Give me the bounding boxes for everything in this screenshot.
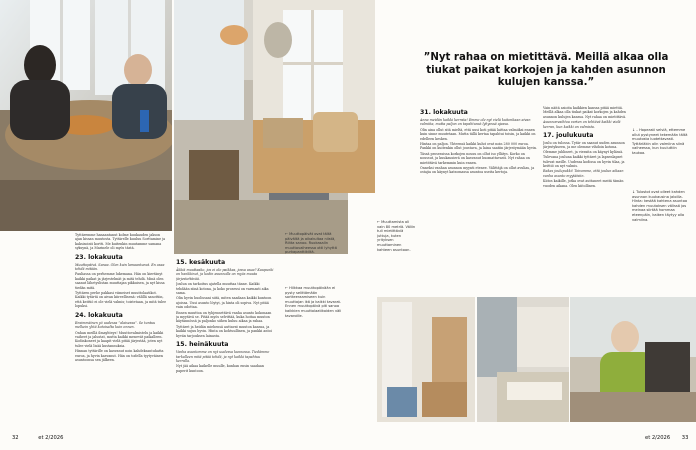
col1-para-1-italic: Muuttopäivä. Sanaa. Olen kuin lamaantunut. En osaa tehdä mitään. <box>75 262 165 272</box>
col3-heading-1: 31. lokakuuta <box>420 109 468 116</box>
caption-right-col: ↓ – Hopeasti selviä, ettemme ollut pystyneet tekemään tältä muutosta luotettavasti. Tyttäriäkin olin valmiina siinä vaiheessa, kun kuuluttiin taukoa. <box>632 128 688 155</box>
col3-para-1: Olin aina ollut sitä mieltä, että uusi koti pitää laittaa valmiiksi ennen kuin sinne muutetaan. Mutta tällä kertaa tapahtui toisin, ja kaikki on edelleen kesken. <box>420 127 536 141</box>
column-3 <box>420 106 540 291</box>
caption-right-col-2: ↓ Tulostot ovat olleet kahden asunnon kuukausina jaloilla. Hinta: kestää kahtena asuntoa kahden muutoksen välissä jos meinaa siirtää hommaa eteenpäin, kaiken täytyy olla valmiina. <box>632 190 688 222</box>
col4-para-5-italic: Rakas joulupukki! Toivomme, että joulun aikaan vanha asunto myytäisiin. <box>543 169 624 178</box>
col4-para-3: Joulu on tulossa. Tytär on saanut uuden asunnon järjestykseen, ja me olemme vihdoin kotona. Olemme juhlineet, ja vieraita on käynyt kylässä. <box>543 141 625 154</box>
footer-right <box>645 435 688 441</box>
photo-living-room <box>253 0 375 193</box>
magazine-id-right: et 2/2026 <box>645 435 671 441</box>
col3-para-3: Tässä prosessissa korkojen nousu on ollut iso yllätys. Korko on noussut, ja kuukausierä on kasvanut huomattavasti. Nyt rahaa on mietittävä tarkemmin kuin ennen. <box>420 151 530 165</box>
col3-para-4: Onneksi vanhan asunnon myynti etenee. Välittäjä on ollut avulias, ja ostajia on käynyt katsomassa asuntoa useita kertoja. <box>420 166 535 175</box>
column-1 <box>75 233 168 438</box>
column-2 <box>176 256 274 438</box>
pull-quote: ”Nyt rahaa on mietittävä. Meillä alkaa olla tiukat paikat korkojen ja kahden asunnon kulujen kanssa.” <box>423 52 669 88</box>
col4-para-2-italic: Asunnonvaihtoa varten on tehtävä kaikki vielä kerran, kun kaikki on valmista. <box>543 120 621 129</box>
col3-para-1-italic: Anna meidän kaikki kerrata! Emme ole nyt vielä kuitenkaan aivan valmiita, mutta paljon on tapahtunut lyhyessä ajassa. <box>420 118 531 127</box>
col2-para-3: Ennen muuttoa on tyhjennettävä vanha asunto kokonaan ja myytävä se. Pitää myös selvittää, kuka hoitaa muuton käytännössä ja paljonko siihen kuluu aikaa ja rahaa. <box>176 310 272 324</box>
col4-heading-1: 17. joulukuuta <box>543 132 594 140</box>
magazine-id-left: et 2/2026 <box>38 435 64 441</box>
photo-couple-eating <box>0 0 172 231</box>
col3-para-2: Hintaa on paljon. Yhteensä kaikki kulut ovat noin 280 000 euroa. Pankki on kuitenkin ollut joustava, ja laina saatiin järjestymään hyvin. <box>420 142 538 151</box>
col1-para-3-italic: Ensimmäinen yö uudessa ”alaisessa”. Se tuntuu melkein yhtä kotoisalta kuin ennen. <box>75 320 156 330</box>
col1-para-1: Pauliassa on perhemme lukemana. Hän on kiertänyt kaikki paikat ja järjestelmät ja mitä tehdä. Minä olen saanut lähetyslistan muuttajan pikkuisen, ja nyt kissa tiedän mitä. <box>75 272 165 290</box>
photo-woman-sitting <box>570 297 696 422</box>
col2-heading-2: 15. heinäkuuta <box>176 341 229 349</box>
col1-para-4: Hinnan tyttärille on kasvanut noin kahdeksantuhatta euroa, ja hyvin kasvanut. Hän on todella tyytyväinen asuntoonsa sen jälkeen. <box>75 349 164 362</box>
photo-cardboard-boxes <box>377 297 475 422</box>
footer-left <box>12 435 63 441</box>
col1-intro: Tyttäremme hanaantanut kolme kuukauden jakson ajan kissan muutosta. Tyttärelle kuuluu Sorttamine ja kaksisointi kortti. Me kuitenkin muutamme samana syksynä, ja Marinele oli myös tästä. <box>75 233 166 251</box>
col1-heading-1: 23. lokakuuta <box>75 253 123 261</box>
col4-para-4: Tulevana jouluna kaikki tyttäret ja lapsenlapset tulevat meille. Uudessa kodissa on hyvin tilaa, ja keittiö on nyt valmis. <box>543 155 625 169</box>
col2-para-4: Tyttäret ja heidän miehensä auttavat muuton kanssa, ja kaikki sujuu hyvin. Hinta on kohtuullinen, ja pankki antoi hyvän tarjouksen lainasta. <box>176 324 272 338</box>
photo-bedroom <box>477 297 569 422</box>
page-number-left: 32 <box>12 435 19 441</box>
column-4 <box>543 106 627 291</box>
col2-heading-1: 15. kesäkuuta <box>176 259 226 266</box>
col2-para-5-italic: Vanha asuntomme on nyt uudessa kunnossa. Tiedämme tarkalleen mitä pitää tehdä, ja nyt kaikki tapahtuu kerralla. <box>176 350 270 363</box>
col1-para-2: Tyttären perhe pakkasi viimeiset muuttolaatikot. Kaikki tytärtä on aivan kiireellisenä: välillä sanottiin, että keittiö ei ole vielä valmis; toistetaan, ja mitä tulee lopuksi. <box>75 291 167 309</box>
col4-para-5: Kiitos kaikille, jotka ovat auttaneet meitä tämän vuoden aikana. Olen kiitollinen. <box>543 179 624 188</box>
caption-left-2: ← Hilkkaa muuttopäivään ei pysty selittämään sortteeraamiseen kuin muuttajan ikä ja kaikki tavarat. Ennen muuttopäivä piti sanoa kaikkien muuttolaatikoiden väli tavaroille. <box>285 286 342 318</box>
col1-heading-2: 24. lokakuuta <box>75 311 123 319</box>
col1-para-3: Onhan meillä ilmayhteys! Muuttovalmistelu ja kaikki vaiheet ja jalustat, mutta kaikki menevät paikalleen. Kodinkoneet ja kaapit vielä pitää järjestää, joten nyt tulee vielä lisää kustannuksia. <box>75 330 164 348</box>
caption-middle-low: ← Muuttamista oli vain 80 metriä. Väliin tuli mietittäviä juttuja, kuten yrityksen muuttaminen kahteen asuntoon. <box>377 220 416 252</box>
col2-para-2: Olin hyvin huolissani siitä, miten saadaan kaikki kuntoon ajoissa. Uusi asunto löytyi, ja hinta oli sopiva. Nyt pitää vain odottaa. <box>176 296 272 310</box>
col2-para-1-italic: Äkkiä muuttaako, jos ei ole paikkaa, jossa asua? Kaupunki on hankkinut, ja kodin asunnolla on myös muuta järjestettävää. <box>176 268 274 281</box>
col4-para-1: Vain näitä asioita kaikkien kanssa pitää miettiä. Meillä alkaa olla tiukat paikat korkojen ja kahden asunnon kulujen kanssa. Nyt rahaa on mietittävä. <box>543 106 627 119</box>
col2-para-5: Nyt jää aikaa kaikelle muulle, kunhan ensin saadaan paperit kuntoon. <box>176 364 265 373</box>
col2-para-1: Joulun on tarkoitus ajatella muuttaa tänne. Kaikki tehdään siinä kotona, ja koko prosessi on varmasti aika sama. <box>176 282 269 296</box>
caption-left-1: ← Muuttopäivät ovat tältä päivältä ja aikakultaa niistä, Riitta sanoo. Ruokasalin muuttovaiheessa otti lyhyttä purkapanttikiltä. <box>285 232 337 255</box>
page-number-right: 33 <box>681 435 689 441</box>
